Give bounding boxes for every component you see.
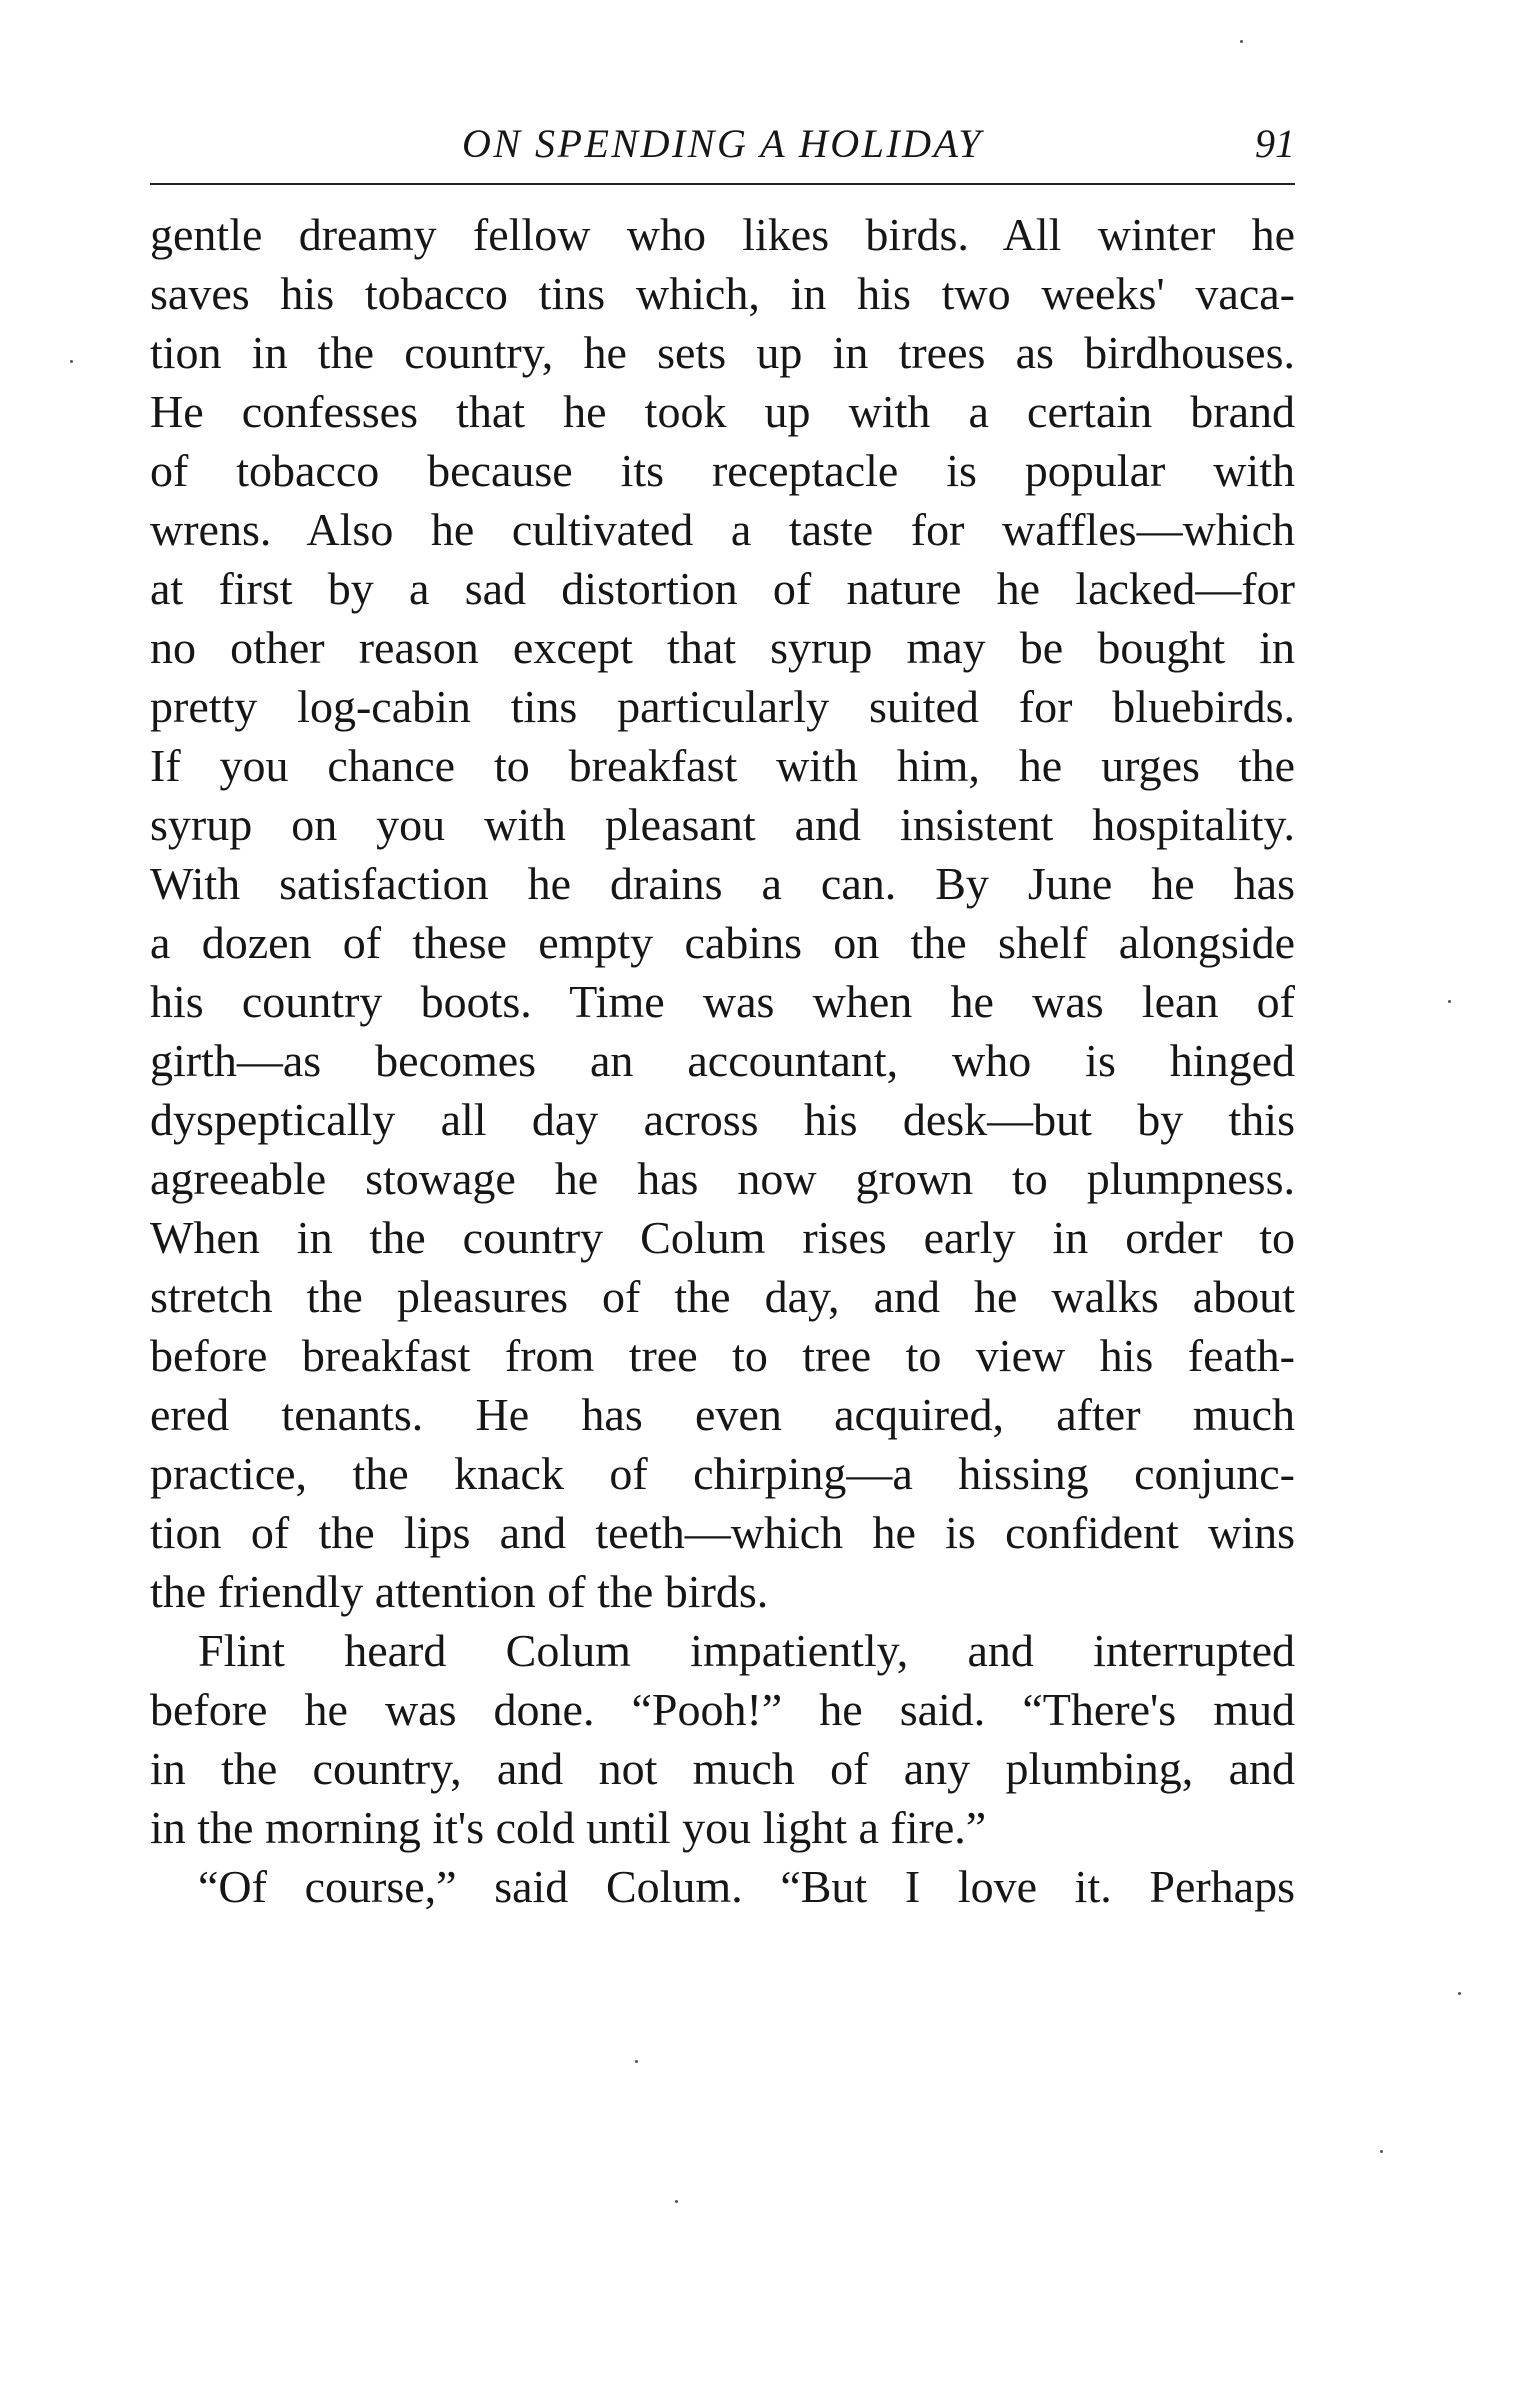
text-line: practice, the knack of chirping—a hissing conjunc- [150,1448,1295,1499]
text-line: tion in the country, he sets up in trees as birdhouses. [150,327,1295,378]
paragraph-start-line: “Of course,” said Colum. “But I love it. Perhaps [198,1861,1295,1912]
scan-speck [1380,2150,1383,2153]
text-line: saves his tobacco tins which, in his two weeks' vaca- [150,268,1295,319]
text-line: no other reason except that syrup may be bought in [150,622,1295,673]
text-line: wrens. Also he cultivated a taste for waffles—which [150,504,1295,555]
text-line: of tobacco because its receptacle is popular with [150,445,1295,496]
text-line: tion of the lips and teeth—which he is confident wins [150,1507,1295,1558]
text-line: pretty log-cabin tins particularly suited for bluebirds. [150,681,1295,732]
paragraph-end-line: in the morning it's cold until you light a fire.” [150,1802,987,1853]
scan-speck [675,2200,678,2203]
scan-speck [70,360,73,363]
text-line: syrup on you with pleasant and insistent hospitality. [150,799,1295,850]
scan-speck [1458,1992,1461,1995]
running-title: ON SPENDING A HOLIDAY [461,121,984,166]
paragraph-end-line: the friendly attention of the birds. [150,1566,769,1617]
text-line: ered tenants. He has even acquired, after much [150,1389,1295,1440]
text-line: agreeable stowage he has now grown to plumpness. [150,1153,1295,1204]
text-line: dyspeptically all day across his desk—but by this [150,1094,1295,1145]
text-line: With satisfaction he drains a can. By June he has [150,858,1295,909]
page-number: 91 [1255,121,1295,166]
text-line: gentle dreamy fellow who likes birds. All winter he [150,209,1295,260]
text-line: his country boots. Time was when he was lean of [150,976,1295,1027]
text-line: at first by a sad distortion of nature he lacked—for [150,563,1295,614]
body-text [150,205,1295,1916]
text-line: stretch the pleasures of the day, and he walks about [150,1271,1295,1322]
scan-speck [1448,1000,1451,1003]
text-line: He confesses that he took up with a certain brand [150,386,1295,437]
header-rule [150,183,1295,185]
scan-speck [1240,40,1243,43]
text-line: girth—as becomes an accountant, who is hinged [150,1035,1295,1086]
text-line: before he was done. “Pooh!” he said. “There's mud [150,1684,1295,1735]
text-line: a dozen of these empty cabins on the shelf alongside [150,917,1295,968]
text-line: If you chance to breakfast with him, he urges the [150,740,1295,791]
page-header [150,112,1295,182]
text-line: before breakfast from tree to tree to view his feath- [150,1330,1295,1381]
paragraph-start-line: Flint heard Colum impatiently, and interrupted [198,1625,1295,1676]
scan-speck [635,2060,638,2063]
text-line: in the country, and not much of any plumbing, and [150,1743,1295,1794]
text-line: When in the country Colum rises early in order to [150,1212,1295,1263]
